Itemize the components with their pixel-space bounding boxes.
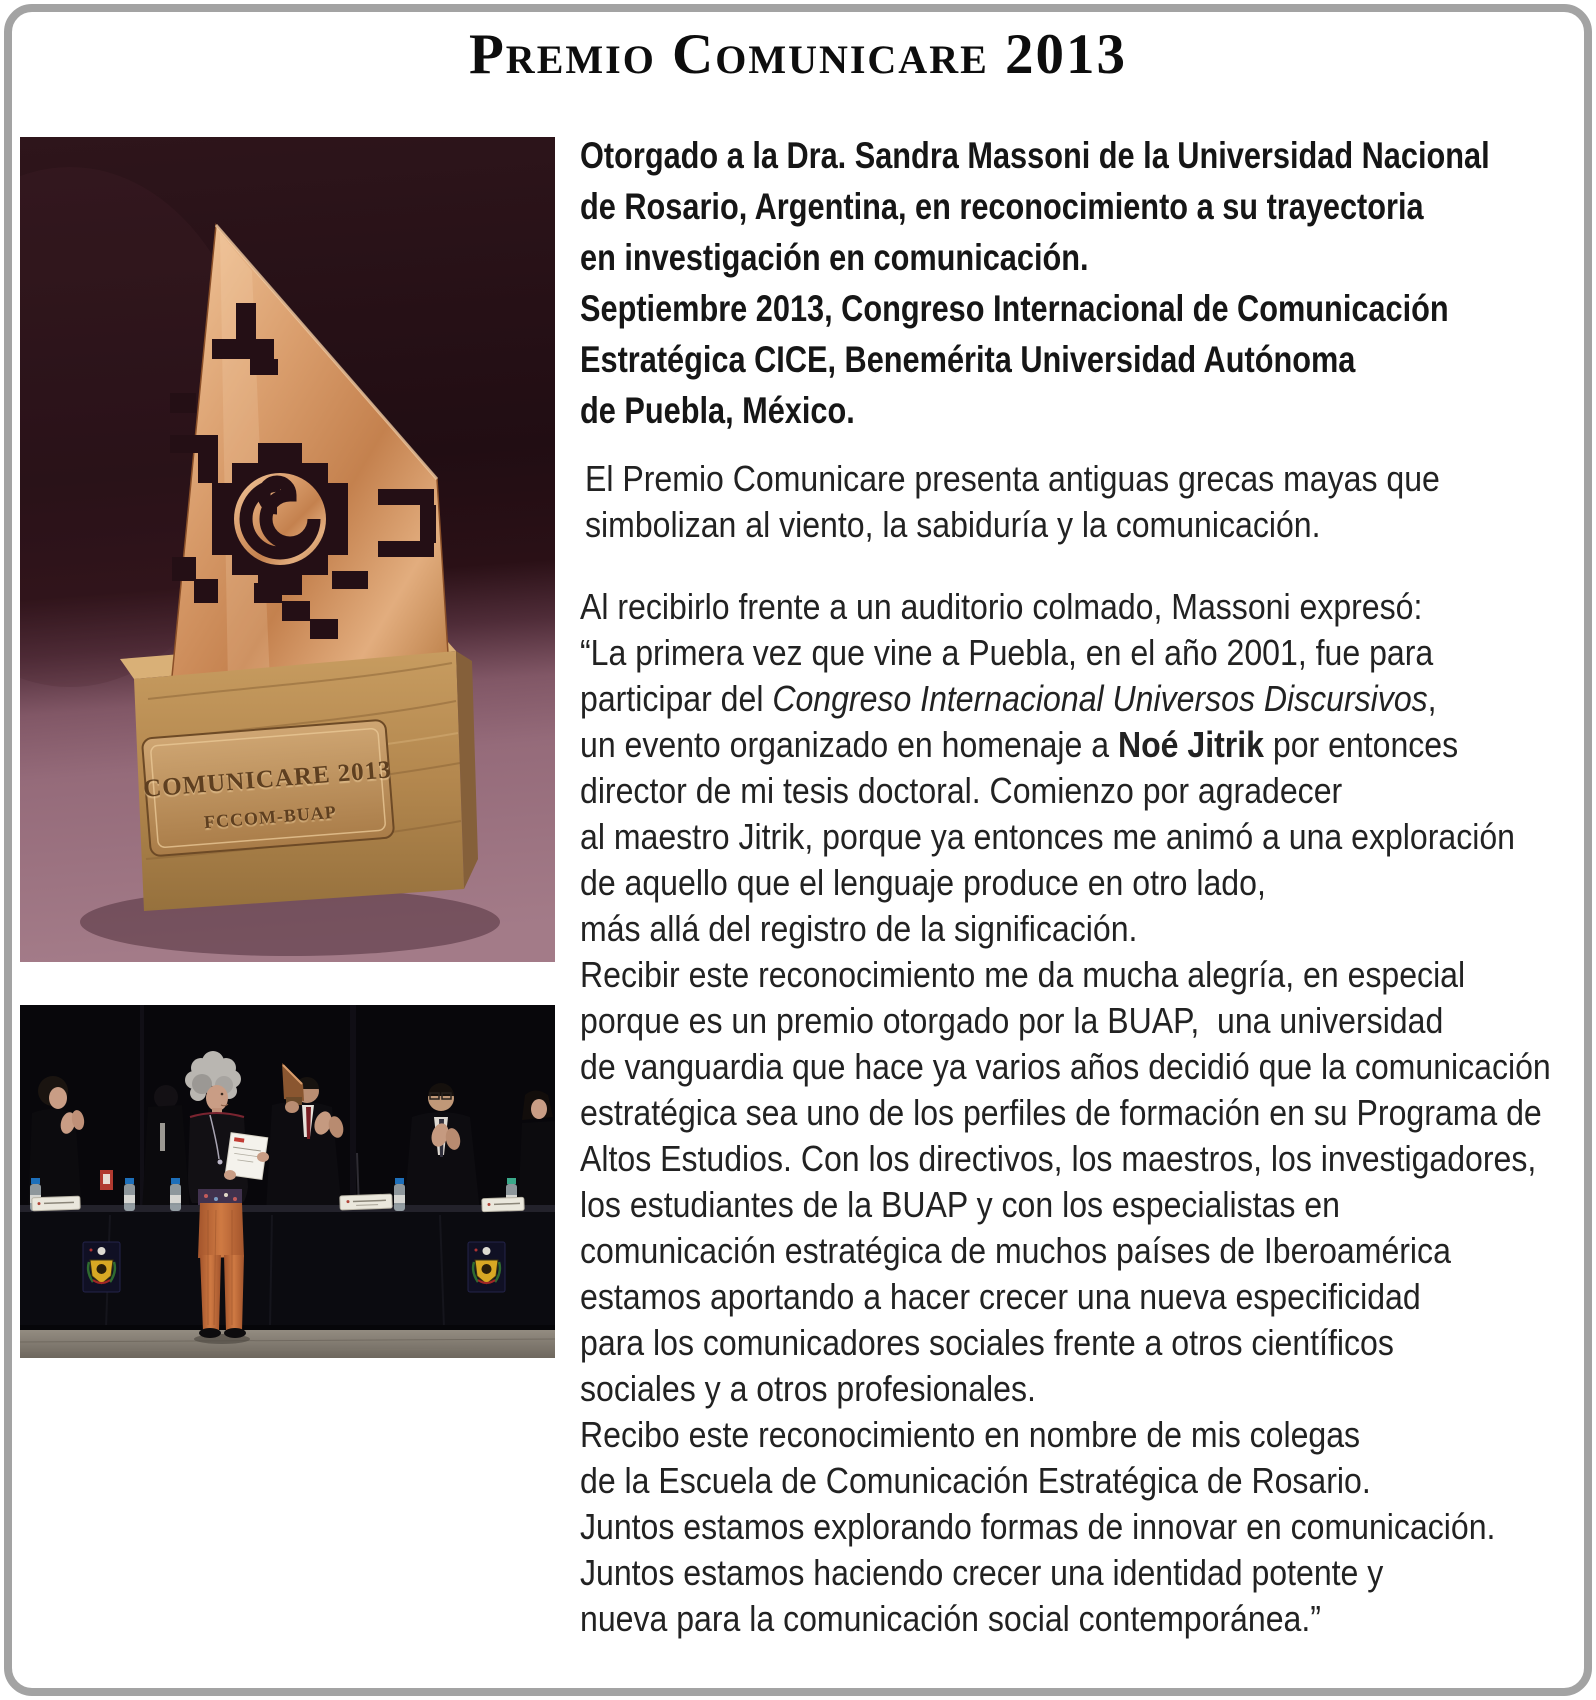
university-crest-right [468,1242,505,1292]
text-line: director de mi tesis doctoral. Comienzo por agradecer [580,770,1343,811]
text-line: “La primera vez que vine a Puebla, en el año 2001, fue para [580,632,1434,673]
award-caption [580,130,1490,436]
university-crest-left [83,1242,120,1292]
text-line: Recibo este reconocimiento en nombre de mis colegas [580,1414,1361,1455]
text-line: de Rosario, Argentina, en reconocimiento a su trayectoria [580,186,1424,227]
text-line: de Puebla, México. [580,390,855,431]
text-line: más allá del registro de la significación. [580,908,1138,949]
wooden-base [134,651,478,911]
woman-far-right [518,1091,555,1213]
plate-line2: FCCOM-BUAP [203,801,338,833]
text-line: Recibir este reconocimiento me da mucha alegría, en especial [580,954,1466,995]
text-line: Juntos estamos haciendo crecer una identidad potente y [580,1552,1384,1593]
text-line: simbolizan al viento, la sabiduría y la comunicación. [585,504,1321,545]
text-line: porque es un premio otorgado por la BUAP, una universidad [580,1000,1444,1041]
plate-line1: COMUNICARE 2013 [142,756,393,803]
text-line: comunicación estratégica de muchos países de Iberoamérica [580,1230,1451,1271]
text-line: Altos Estudios. Con los directivos, los maestros, los investigadores, [580,1138,1537,1179]
text-line: un evento organizado en homenaje a Noé Jitrik por entonces [580,724,1459,765]
text-line: Septiembre 2013, Congreso Internacional de Comunicación [580,288,1449,329]
text-line: participar del Congreso Internacional Universos Discursivos, [580,678,1437,719]
text-line: de vanguardia que hace ya varios años decidió que la comunicación [580,1046,1551,1087]
text-line: Juntos estamos explorando formas de innovar en comunicación. [580,1506,1496,1547]
ceremony-photo-canvas [20,1005,555,1358]
text-line: para los comunicadores sociales frente a otros científicos [580,1322,1394,1363]
stage-floor [20,1330,555,1358]
text-line: de aquello que el lenguaje produce en otro lado, [580,862,1266,903]
text-line: estamos aportando a hacer crecer una nueva especificidad [580,1276,1421,1317]
text-line: El Premio Comunicare presenta antiguas grecas mayas que [585,458,1440,499]
massoni-quote [580,584,1551,1642]
text-line: sociales y a otros profesionales. [580,1368,1036,1409]
trophy-photo [20,137,555,962]
base-plate [139,719,397,856]
text-line: Otorgado a la Dra. Sandra Massoni de la Universidad Nacional [580,135,1490,176]
ceremony-photo [20,1005,555,1358]
text-line: los estudiantes de la BUAP y con los especialistas en [580,1184,1340,1225]
award-description [585,456,1440,548]
page-title: Premio Comunicare 2013 [468,23,1128,86]
spiral-icon [234,473,326,565]
text-line: nueva para la comunicación social contemporánea.” [580,1598,1321,1639]
trophy-photo-canvas [20,137,555,962]
text-line: Estratégica CICE, Benemérita Universidad Autónoma [580,339,1356,380]
text-line: estratégica sea uno de los perfiles de formación en su Programa de [580,1092,1542,1133]
text-line: en investigación en comunicación. [580,237,1089,278]
text-line: al maestro Jitrik, porque ya entonces me animó a una exploración [580,816,1516,857]
text-line: Al recibirlo frente a un auditorio colmado, Massoni expresó: [580,586,1423,627]
text-line: de la Escuela de Comunicación Estratégica de Rosario. [580,1460,1371,1501]
